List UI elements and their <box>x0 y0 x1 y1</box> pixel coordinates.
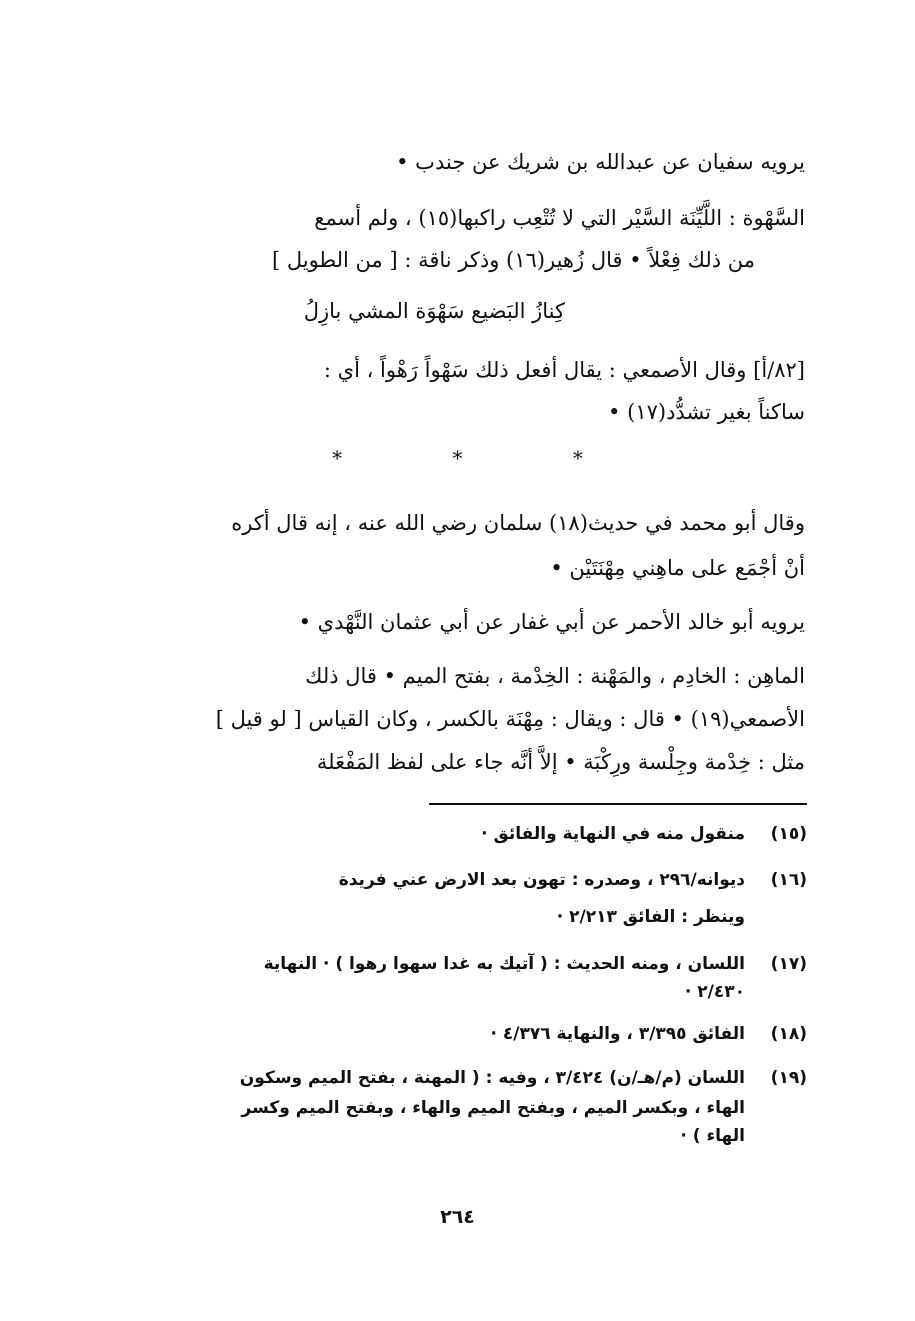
footnote-text: الهاء ) · <box>680 1126 745 1146</box>
body-line-1: يرويه سفيان عن عبدالله بن شريك عن جندب • <box>396 150 805 174</box>
body-line-7: أنْ أجْمَع على ماهِني مِهْنَتَيْن • <box>550 556 805 580</box>
body-line-10: الأصمعي(١٩) • قال : ويقال : مِهْنَة بالكسر ، وكان القياس [ لو قيل ] <box>215 707 805 731</box>
footnote-number: (١٨) <box>770 1024 807 1044</box>
page-number: ٢٦٤ <box>440 1206 475 1228</box>
footnote-text: منقول منه في النهاية والفائق · <box>481 824 745 844</box>
footnote-text: الهاء ، وبكسر الميم ، وبفتح الميم والهاء ، وبفتح الميم وكسر <box>241 1098 745 1118</box>
body-line-3: من ذلك فِعْلاً • قال زُهير(١٦) وذكر ناقة : [ من الطويل ] <box>271 248 755 272</box>
body-line-4: [٨٢/أ] وقال الأصمعي : يقال أفعل ذلك سَهْواً رَهْواً ، أي : <box>323 358 805 382</box>
body-line-2: السَّهْوة : اللَّيِّنَة السَّيْر التي لا تُتْعِب راكبها(١٥) ، ولم أسمع <box>314 206 805 230</box>
footnote-text: اللسان (م/هـ/ن) ٣/٤٢٤ ، وفيه : ( المهنة ، بفتح الميم وسكون <box>239 1068 745 1088</box>
verse-line: كِنازُ البَضيع سَهْوَة المشي بازِلُ <box>303 299 565 323</box>
body-line-6: وقال أبو محمد في حديث(١٨) سلمان رضي الله عنه ، إنه قال أكره <box>231 511 805 535</box>
footnote-text: وينظر : الفائق ٢/٢١٣ · <box>556 907 745 927</box>
footnote-text: ٢/٤٣٠ · <box>684 982 745 1002</box>
footnote-separator <box>429 803 807 805</box>
footnote-number: (١٧) <box>770 954 807 974</box>
body-line-5: ساكناً بغير تشدُّد(١٧) • <box>608 400 805 424</box>
body-line-8: يرويه أبو خالد الأحمر عن أبي غفار عن أبي عثمان النَّهْدي • <box>298 610 805 634</box>
footnote-number: (١٦) <box>770 870 807 890</box>
footnote-number: (١٩) <box>770 1068 807 1088</box>
footnote-text: اللسان ، ومنه الحديث : ( آتيك به غدا سهوا رهوا ) · النهاية <box>263 954 745 974</box>
body-line-11: مثل : خِدْمة وجِلْسة ورِكْبَة • إلاَّ أنَّه جاء على لفظ المَفْعَلة <box>316 750 805 774</box>
footnote-text: ديوانه/٢٩٦ ، وصدره : تهون بعد الارض عني فريدة <box>338 870 745 890</box>
footnote-number: (١٥) <box>770 824 807 844</box>
footnote-text: الفائق ٣/٣٩٥ ، والنهاية ٤/٣٧٦ · <box>490 1024 745 1044</box>
body-line-9: الماهِن : الخادِم ، والمَهْنة : الخِدْمة ، بفتح الميم • قال ذلك <box>305 664 805 688</box>
section-divider-stars: * * * <box>332 446 635 470</box>
